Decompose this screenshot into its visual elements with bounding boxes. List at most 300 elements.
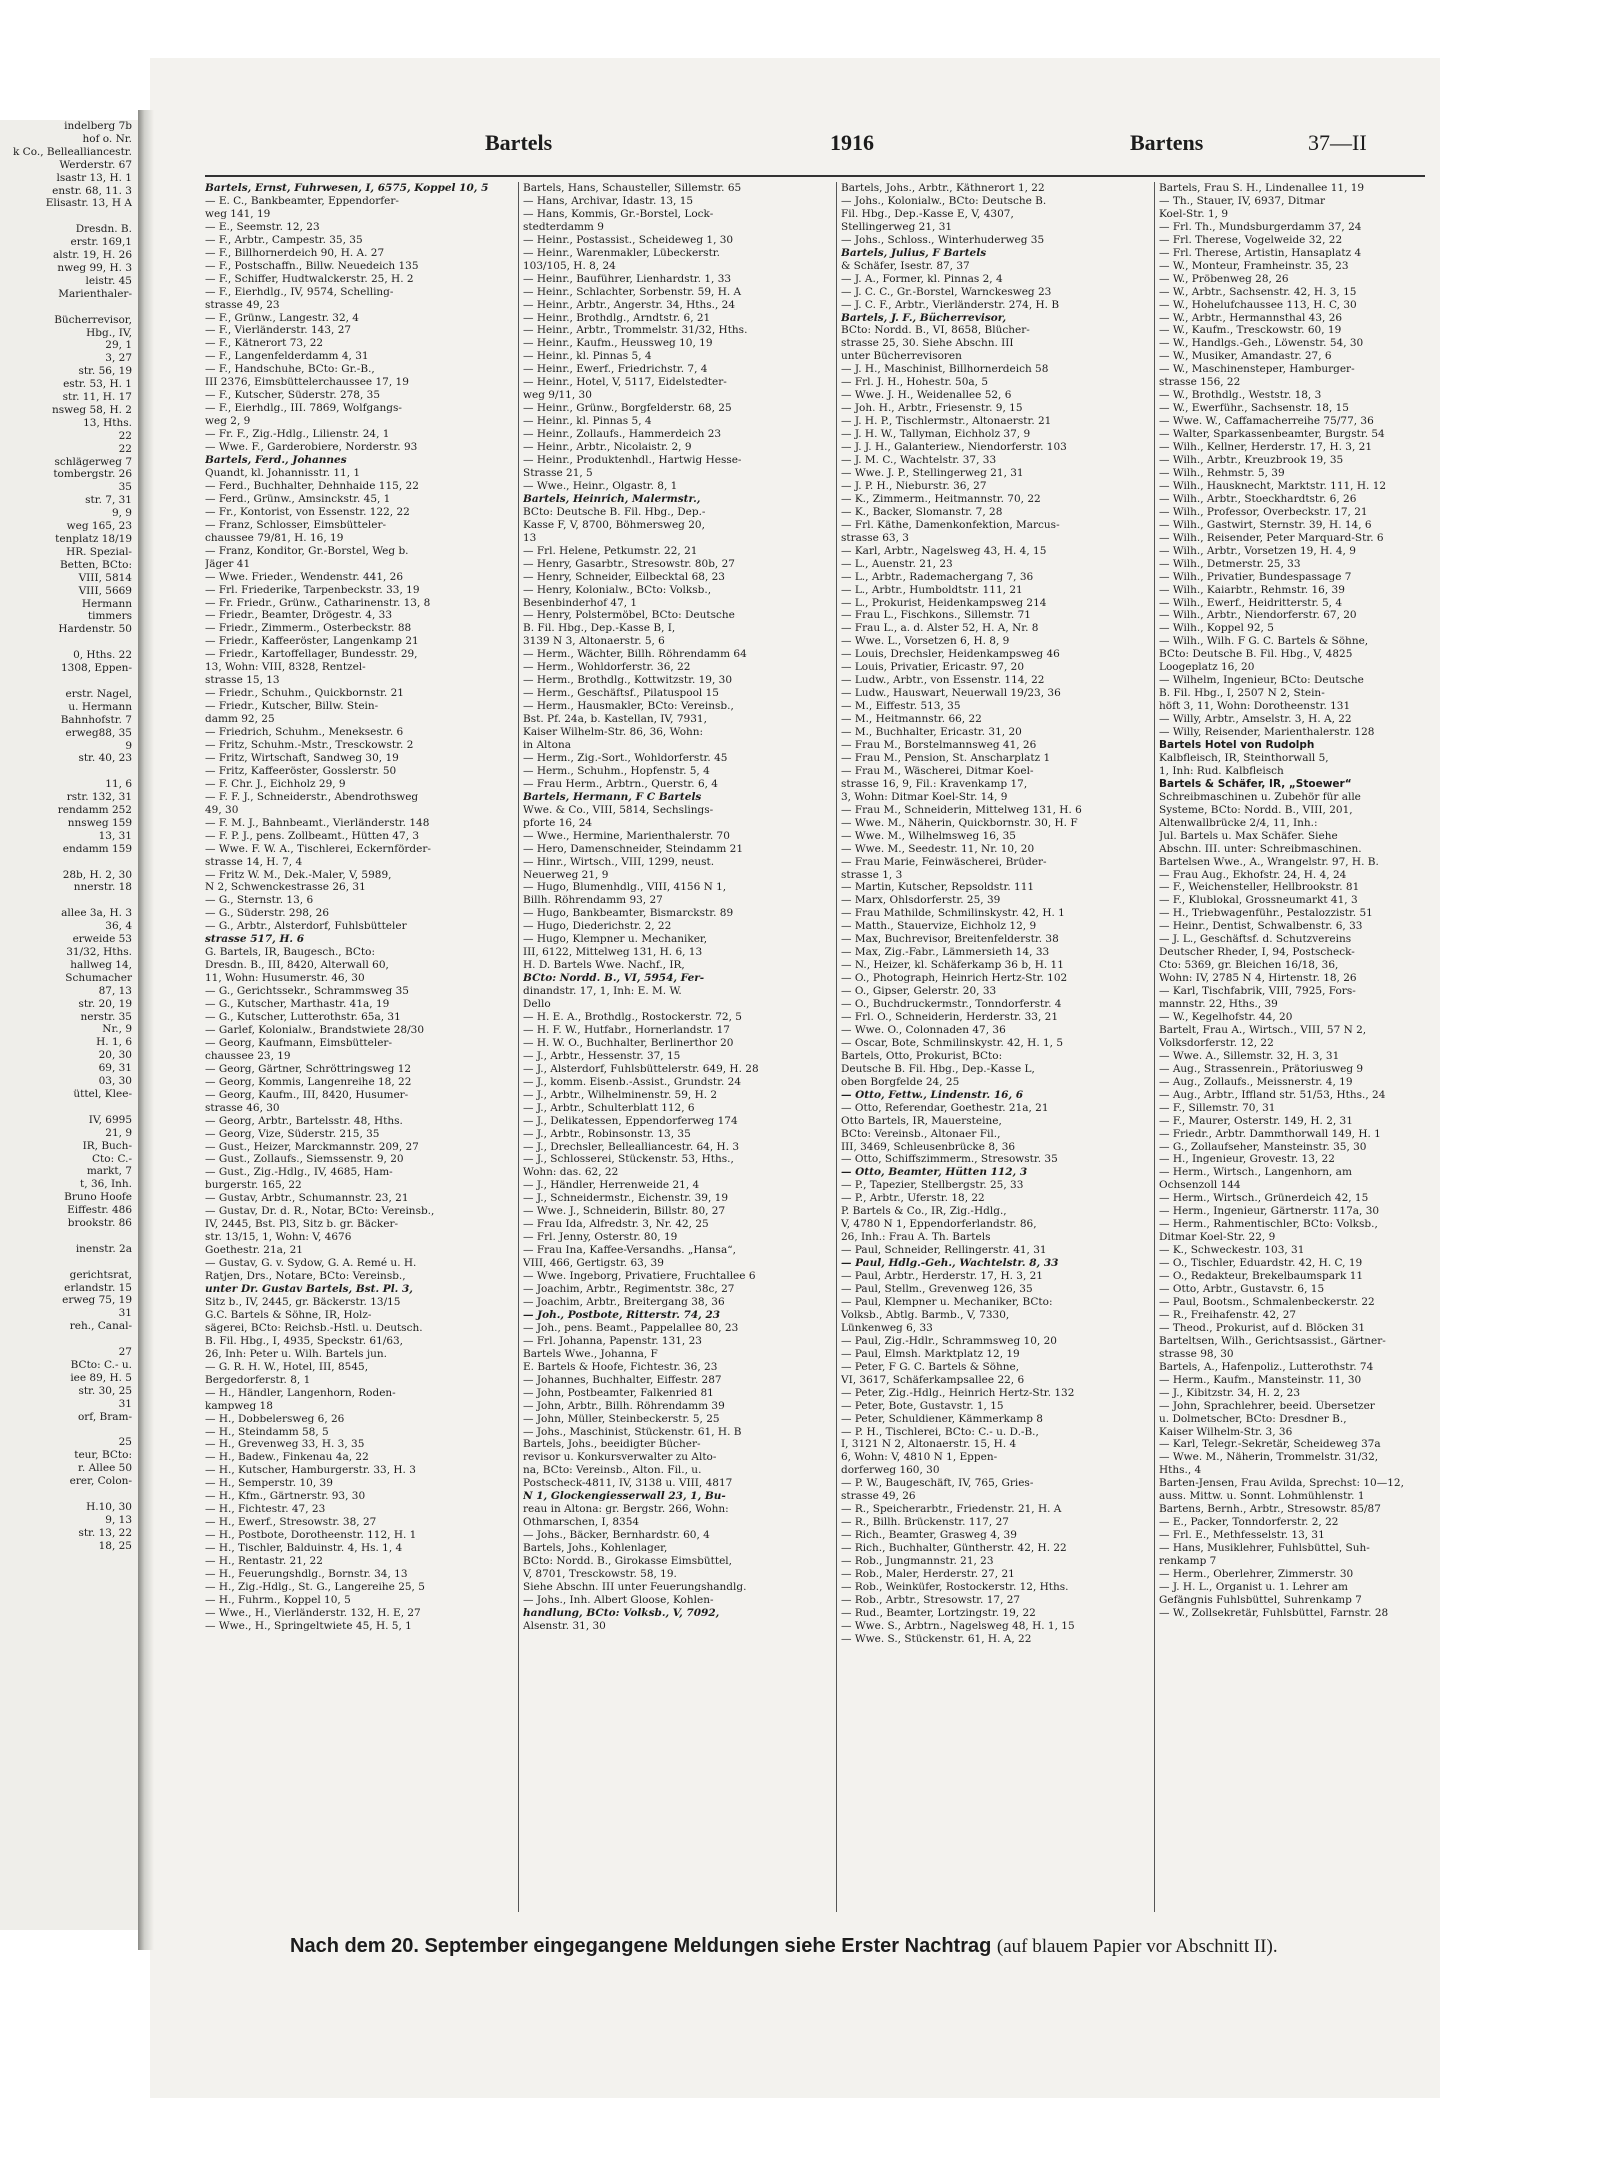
directory-entry: — Peter, Zig.-Hdlg., Heinrich Hertz-Str. 132 — [841, 1386, 1075, 1399]
directory-entry: — L., Arbtr., Rademachergang 7, 36 — [841, 570, 1034, 583]
directory-entry: — F. P. J., pens. Zollbeamt., Hütten 47, 3 — [205, 829, 420, 842]
directory-entry: sägerei, BCto: Reichsb.-Hstl. u. Deutsch. — [205, 1321, 423, 1334]
directory-entry: Neuerweg 21, 9 — [523, 868, 609, 881]
directory-entry: Kalbfleisch, IR, Steinthorwall 5, — [1159, 751, 1329, 764]
directory-entry: weg 141, 19 — [205, 207, 271, 220]
strip-line: Nr., 9 — [102, 1023, 132, 1036]
directory-entry: 49, 30 — [205, 803, 239, 816]
directory-entry: Kaiser Wilhelm-Str. 3, 36 — [1159, 1425, 1293, 1438]
strip-line: Cto: C.- — [92, 1152, 132, 1165]
directory-entry: Bst. Pf. 24a, b. Kastellan, IV, 7931, — [523, 713, 707, 726]
directory-entry: Barteltsen, Wilh., Gerichtsassist., Gärtner- — [1159, 1334, 1386, 1347]
directory-entry: — O., Gipser, Gelerstr. 20, 33 — [841, 985, 997, 998]
directory-entry: — Heinr., Bauführer, Lienhardstr. 1, 33 — [523, 272, 732, 285]
directory-entry: — Frl. Helene, Petkumstr. 22, 21 — [523, 544, 698, 557]
strip-line: Marienthaler- — [58, 287, 132, 300]
footer-sub: (auf blauem Papier vor Abschnitt II). — [996, 1936, 1278, 1957]
directory-entry: V, 4780 N 1, Eppendorferlandstr. 86, — [841, 1218, 1037, 1231]
directory-entry: — J., komm. Eisenb.-Assist., Grundstr. 24 — [523, 1075, 742, 1088]
directory-entry: Bartels, A., Hafenpoliz., Lutterothstr. 74 — [1159, 1360, 1374, 1373]
directory-entry: — Wilh., Arbtr., Niendorferstr. 67, 20 — [1159, 609, 1357, 622]
directory-entry: mannstr. 22, Hths., 39 — [1159, 998, 1278, 1011]
directory-entry: — Herm., Wirtsch., Langenhorn, am — [1159, 1166, 1352, 1179]
directory-entry: Bartels & Schäfer, IR, „Stoewer“ — [1159, 777, 1352, 790]
directory-entry: — J. C. C., Gr.-Borstel, Warnckesweg 23 — [841, 285, 1052, 298]
directory-entry: — Wwe. O., Colonnaden 47, 36 — [841, 1023, 1006, 1036]
directory-entry: — Henry, Gasarbtr., Stresowstr. 80b, 27 — [523, 557, 735, 570]
strip-line: IR, Buch- — [82, 1139, 132, 1152]
directory-entry: — E. C., Bankbeamter, Eppendorfer- — [205, 194, 399, 207]
directory-entry: — J. M. C., Wachtelstr. 37, 33 — [841, 454, 997, 467]
directory-entry: — Frl. Jenny, Osterstr. 80, 19 — [523, 1231, 678, 1244]
directory-entry: burgerstr. 165, 22 — [205, 1179, 302, 1192]
directory-entry: — J., Schneidermstr., Eichenstr. 39, 19 — [523, 1192, 729, 1205]
directory-entry: — W., Kaufm., Tresckowstr. 60, 19 — [1159, 324, 1342, 337]
strip-line: k Co., Bellealliancestr. — [12, 145, 132, 158]
directory-entry: — R., Billh. Brückenstr. 117, 27 — [841, 1516, 1009, 1529]
directory-entry: Strasse 21, 5 — [523, 466, 593, 479]
strip-line: nnsweg 159 — [67, 816, 132, 829]
strip-line — [0, 301, 138, 314]
directory-entry: Bartels, Heinrich, Malermstr., — [523, 492, 701, 505]
directory-entry: 26, Inh: Peter u. Wilh. Bartels jun. — [205, 1347, 388, 1360]
directory-entry: — Gustav, Dr. d. R., Notar, BCto: Vereinsb., — [205, 1205, 435, 1218]
directory-entry: — Frl. Friederike, Tarpenbeckstr. 33, 19 — [205, 583, 420, 596]
directory-entry: Goethestr. 21a, 21 — [205, 1244, 303, 1257]
directory-entry: — W., Handlgs.-Geh., Löwenstr. 54, 30 — [1159, 337, 1364, 350]
directory-entry: — Max, Zig.-Fabr., Lämmersieth 14, 33 — [841, 946, 1050, 959]
strip-line: iee 89, H. 5 — [70, 1371, 132, 1384]
directory-entry: in Altona — [523, 738, 571, 751]
directory-entry: — Rob., Jungmannstr. 21, 23 — [841, 1555, 994, 1568]
directory-entry: — E., Packer, Tonndorferstr. 2, 22 — [1159, 1516, 1339, 1529]
directory-entry: — Heinr., Produktenhdl., Hartwig Hesse- — [523, 454, 742, 467]
strip-line: teur, BCto: — [74, 1449, 132, 1462]
strip-line: 21, 9 — [105, 1126, 132, 1139]
directory-entry: — Aug., Strassenrein., Prätoriusweg 9 — [1159, 1062, 1364, 1075]
directory-entry: — Rob., Maler, Herderstr. 27, 21 — [841, 1567, 1015, 1580]
directory-entry: — Peter, Bote, Gustavstr. 1, 15 — [841, 1399, 1004, 1412]
strip-line: weg 165, 23 — [66, 520, 132, 533]
directory-entry: dorferweg 160, 30 — [841, 1464, 940, 1477]
directory-entry: — Fr., Kontorist, von Essenstr. 122, 22 — [205, 505, 410, 518]
directory-entry: — Frl. Johanna, Papenstr. 131, 23 — [523, 1334, 702, 1347]
previous-page-strip — [0, 120, 138, 1930]
directory-entry: — Heinr., Arbtr., Trommelstr. 31/32, Hths. — [523, 324, 748, 337]
strip-line: 28b, H. 2, 30 — [62, 868, 132, 881]
directory-entry: — Wwe. Frieder., Wendenstr. 441, 26 — [205, 570, 404, 583]
directory-entry: — Johannes, Buchhalter, Eiffestr. 287 — [523, 1373, 722, 1386]
directory-entry: — J. H., Maschinist, Billhornerdeich 58 — [841, 363, 1049, 376]
directory-entry: — Fritz, Wirtschaft, Sandweg 30, 19 — [205, 751, 399, 764]
directory-entry: — F., Eierhdlg., III. 7869, Wolfgangs- — [205, 402, 402, 415]
directory-entry: — Henry, Schneider, Eilbecktal 68, 23 — [523, 570, 725, 583]
directory-entry: — H., Badew., Finkenau 4a, 22 — [205, 1451, 369, 1464]
strip-line: erstr. Nagel, — [65, 687, 132, 700]
directory-entry: — Wilh., Detmerstr. 25, 33 — [1159, 557, 1301, 570]
directory-entry: BCto: Deutsche B. Fil. Hbg., V, 4825 — [1159, 648, 1353, 661]
directory-entry: 103/105, H. 8, 24 — [523, 259, 616, 272]
footer-notice — [290, 1935, 1470, 1958]
directory-entry: — H., Postbote, Dorotheenstr. 112, H. 1 — [205, 1529, 417, 1542]
column-4 — [1159, 182, 1456, 1912]
directory-entry: — W., Brothdlg., Weststr. 18, 3 — [1159, 389, 1322, 402]
directory-entry: — Wilh., Gastwirt, Sternstr. 39, H. 14, 6 — [1159, 518, 1372, 531]
directory-entry: — Herm., Oberlehrer, Zimmerstr. 30 — [1159, 1567, 1354, 1580]
strip-line: erweg 75, 19 — [62, 1294, 132, 1307]
directory-entry: — Johs., Inh. Albert Gloose, Kohlen- — [523, 1593, 714, 1606]
directory-entry: — F., Billhornerdeich 90, H. A. 27 — [205, 246, 385, 259]
directory-entry: Gefängnis Fuhlsbüttel, Suhrenkamp 7 — [1159, 1593, 1362, 1606]
directory-entry: stedterdamm 9 — [523, 220, 604, 233]
directory-entry: — Garlef, Kolonialw., Brandstwiete 28/30 — [205, 1023, 424, 1036]
directory-entry: — F., Eierhdlg., IV, 9574, Schelling- — [205, 285, 394, 298]
directory-entry: — Heinr., Schlachter, Sorbenstr. 59, H. A — [523, 285, 742, 298]
directory-entry: — Wwe., H., Springeltwiete 45, H. 5, 1 — [205, 1619, 412, 1632]
directory-entry: — Herm., Wächter, Billh. Röhrendamm 64 — [523, 648, 747, 661]
directory-entry: — H., Tischler, Balduinstr. 4, Hs. 1, 4 — [205, 1542, 403, 1555]
directory-entry: — Herm., Kaufm., Mansteinstr. 11, 30 — [1159, 1373, 1362, 1386]
directory-entry: — J., Arbtr., Schulterblatt 112, 6 — [523, 1101, 695, 1114]
directory-entry: — Frau Marie, Feinwäscherei, Brüder- — [841, 855, 1047, 868]
directory-entry: kampweg 18 — [205, 1399, 273, 1412]
directory-entry: Bartels, Hermann, F C Bartels — [523, 790, 702, 803]
strip-line: str. 40, 23 — [78, 752, 132, 765]
directory-entry: — K., Schweckestr. 103, 31 — [1159, 1244, 1305, 1257]
strip-line: 22 — [118, 429, 132, 442]
directory-entry: — Gust., Zig.-Hdlg., IV, 4685, Ham- — [205, 1166, 393, 1179]
directory-entry: — P. H., Tischlerei, BCto: C.- u. D.-B., — [841, 1425, 1039, 1438]
strip-line: nweg 99, H. 3 — [57, 261, 132, 274]
directory-entry: BCto: Nordd. B., VI, 5954, Fer- — [523, 972, 705, 985]
directory-entry: — Heinr., kl. Pinnas 5, 4 — [523, 350, 652, 363]
directory-entry: — Georg, Kaufm., III, 8420, Husumer- — [205, 1088, 409, 1101]
directory-entry: Stellingerweg 21, 31 — [841, 220, 953, 233]
directory-entry: — F., Kutscher, Süderstr. 278, 35 — [205, 389, 381, 402]
directory-entry: — H., Zig.-Hdlg., St. G., Langereihe 25, 5 — [205, 1580, 425, 1593]
strip-line: Schumacher — [65, 971, 132, 984]
directory-entry: — Wilh., Kellner, Herderstr. 17, H. 3, 21 — [1159, 441, 1373, 454]
directory-entry: — Frl. E., Methfesselstr. 13, 31 — [1159, 1529, 1325, 1542]
directory-entry: Bartels, Frau S. H., Lindenallee 11, 19 — [1159, 182, 1365, 194]
directory-entry: Sitz b., IV, 2445, gr. Bäckerstr. 13/15 — [205, 1295, 401, 1308]
directory-entry: — F., Kätnerort 73, 22 — [205, 337, 324, 350]
directory-entry: Dello — [523, 998, 551, 1011]
directory-entry: — Peter, Schuldiener, Kämmerkamp 8 — [841, 1412, 1043, 1425]
strip-line: 3, 27 — [105, 352, 132, 365]
directory-entry: & Schäfer, Isestr. 87, 37 — [841, 259, 970, 272]
directory-entry: — J. H. W., Tallyman, Eichholz 37, 9 — [841, 428, 1031, 441]
strip-line: timmers — [87, 610, 132, 623]
strip-line: Eiffestr. 486 — [67, 1204, 132, 1217]
directory-entry: — Wwe. M., Seedestr. 11, Nr. 10, 20 — [841, 842, 1035, 855]
directory-entry: — H., Ewerf., Stresowstr. 38, 27 — [205, 1516, 377, 1529]
directory-entry: — H., Kfm., Gärtnerstr. 93, 30 — [205, 1490, 366, 1503]
directory-entry: Bartelsen Wwe., A., Wrangelstr. 97, H. B. — [1159, 855, 1379, 868]
directory-entry: — H. E. A., Brothdlg., Rostockerstr. 72, 5 — [523, 1011, 742, 1023]
directory-entry: chaussee 23, 19 — [205, 1049, 291, 1062]
directory-entry: — J. A., Former, kl. Pinnas 2, 4 — [841, 272, 1003, 285]
directory-entry: — H., Kutscher, Hamburgerstr. 33, H. 3 — [205, 1464, 416, 1477]
directory-entry: — Wwe. A., Sillemstr. 32, H. 3, 31 — [1159, 1049, 1340, 1062]
directory-entry: — W., Arbtr., Sachsenstr. 42, H. 3, 15 — [1159, 285, 1357, 298]
directory-entry: — Karl, Telegr.-Sekretär, Scheideweg 37a — [1159, 1438, 1381, 1451]
strip-line — [0, 1333, 138, 1346]
strip-line: allee 3a, H. 3 — [61, 907, 132, 920]
strip-line: str. 7, 31 — [85, 494, 132, 507]
directory-entry: — H., Rentastr. 21, 22 — [205, 1555, 323, 1568]
directory-entry: BCto: Deutsche B. Fil. Hbg., Dep.- — [523, 505, 706, 518]
directory-entry: — Karl, Tischfabrik, VIII, 7925, Fors- — [1159, 985, 1356, 998]
directory-entry: 13 — [523, 531, 537, 544]
directory-entry: — Wwe. F. W. A., Tischlerei, Eckernförder- — [205, 842, 431, 855]
strip-line: Bücherrevisor, — [54, 313, 132, 326]
directory-entry: Quandt, kl. Johannisstr. 11, 1 — [205, 466, 361, 479]
strip-line: estr. 53, H. 1 — [63, 378, 132, 391]
directory-entry: Besenbinderhof 47, 1 — [523, 596, 638, 609]
directory-entry: — Johs., Kolonialw., BCto: Deutsche B. — [841, 194, 1047, 207]
directory-entry: — Frl. J. H., Hohestr. 50a, 5 — [841, 376, 988, 389]
directory-entry: — Wwe. S., Stückenstr. 61, H. A, 22 — [841, 1632, 1032, 1645]
directory-entry: — Willy, Reisender, Marienthalerstr. 128 — [1159, 726, 1375, 739]
strip-line: erlandstr. 15 — [64, 1281, 132, 1294]
strip-line — [0, 1230, 138, 1243]
strip-line: 03, 30 — [98, 1075, 132, 1088]
directory-entry: Cto: 5369, gr. Bleichen 16/18, 36, — [1159, 959, 1339, 972]
directory-entry: — J., Händler, Herrenweide 21, 4 — [523, 1179, 700, 1192]
directory-entry: — Hugo, Bankbeamter, Bismarckstr. 89 — [523, 907, 734, 920]
directory-entry: — Wilh., Privatier, Bundespassage 7 — [1159, 570, 1352, 583]
strip-line: 22 — [118, 442, 132, 455]
directory-entry: Bartels, Otto, Prokurist, BCto: — [841, 1049, 1003, 1062]
strip-line: H.10, 30 — [86, 1500, 132, 1513]
strip-line — [0, 765, 138, 778]
directory-entry: — Johs., Maschinist, Stückenstr. 61, H. B — [523, 1425, 742, 1438]
directory-entry: — Hugo, Blumenhdlg., VIII, 4156 N 1, — [523, 881, 727, 894]
directory-entry: BCto: Vereinsb., Altonaer Fil., — [841, 1127, 1001, 1140]
strip-line: üttel, Klee- — [73, 1087, 132, 1100]
directory-entry: — Friedr., Kaffeeröster, Langenkamp 21 — [205, 635, 419, 648]
directory-entry: — Ferd., Buchhalter, Dehnhaide 115, 22 — [205, 479, 419, 492]
directory-entry: B. Fil. Hbg., I, 4935, Speckstr. 61/63, — [205, 1334, 404, 1347]
directory-entry: VI, 3617, Schäferkampsallee 22, 6 — [841, 1373, 1025, 1386]
directory-entry: — Wilh., Rehmstr. 5, 39 — [1159, 466, 1285, 479]
directory-entry: — Ferd., Grünw., Amsinckstr. 45, 1 — [205, 492, 391, 505]
directory-entry: — F., Sillemstr. 70, 31 — [1159, 1101, 1276, 1114]
directory-entry: — P., Arbtr., Uferstr. 18, 22 — [841, 1192, 985, 1205]
strip-line: reh., Canal- — [69, 1320, 132, 1333]
strip-line: Hermann — [81, 597, 132, 610]
directory-entry: B. Fil. Hbg., Dep.-Kasse B, I, — [523, 622, 676, 635]
directory-entry: — Fritz, Schuhm.-Mstr., Tresckowstr. 2 — [205, 738, 414, 751]
directory-entry: strasse 63, 3 — [841, 531, 909, 544]
column-divider — [836, 182, 837, 1912]
directory-entry: — Fr. Friedr., Grünw., Catharinenstr. 13, 8 — [205, 596, 431, 609]
directory-entry: — Frau M., Wäscherei, Ditmar Koel- — [841, 764, 1034, 777]
directory-entry: — Wwe. J. H., Weidenallee 52, 6 — [841, 389, 1012, 402]
directory-entry: strasse 1, 3 — [841, 868, 903, 881]
directory-entry: oben Borgfelde 24, 25 — [841, 1075, 960, 1088]
strip-line: schlägerweg 7 — [54, 455, 132, 468]
strip-line: u. Hermann — [68, 700, 132, 713]
directory-entry: — Frau M., Schneiderin, Mittelweg 131, H. 6 — [841, 803, 1082, 816]
directory-entry: — F., Grünw., Langestr. 32, 4 — [205, 311, 359, 324]
directory-entry: — G., Kutscher, Lutterothstr. 65a, 31 — [205, 1011, 401, 1023]
directory-entry: — M., Heitmannstr. 66, 22 — [841, 713, 982, 726]
directory-entry: — Wwe. S., Arbtrn., Nagelsweg 48, H. 1, 15 — [841, 1619, 1075, 1632]
directory-entry: Othmarschen, I, 8354 — [523, 1516, 640, 1529]
directory-entry: — G., Arbtr., Alsterdorf, Fuhlsbütteler — [205, 920, 407, 933]
directory-entry: weg 2, 9 — [205, 415, 251, 428]
directory-entry: Volksdorferstr. 12, 22 — [1159, 1036, 1274, 1049]
directory-entry: — Hero, Damenschneider, Steindamm 21 — [523, 842, 744, 855]
column-2 — [523, 182, 820, 1912]
directory-entry: — Otto, Beamter, Hütten 112, 3 — [841, 1166, 1028, 1179]
directory-entry: — O., Tischler, Eduardstr. 42, H. C, 19 — [1159, 1257, 1363, 1270]
directory-entry: — J. H. P., Tischlermstr., Altonaerstr. 21 — [841, 415, 1052, 428]
directory-entry: P. Bartels & Co., IR, Zig.-Hdlg., — [841, 1205, 1007, 1218]
directory-entry: — Heinr., Zollaufs., Hammerdeich 23 — [523, 428, 722, 441]
directory-entry: Dresdn. B., III, 8420, Alterwall 60, — [205, 959, 389, 972]
directory-entry: renkamp 7 — [1159, 1555, 1217, 1568]
directory-entry: — Heinr., Warenmakler, Lübeckerstr. — [523, 246, 720, 259]
directory-entry: — P. W., Baugeschäft, IV, 765, Gries- — [841, 1477, 1034, 1490]
directory-entry: — Wilh., Koppel 92, 5 — [1159, 622, 1274, 635]
directory-entry: Schreibmaschinen u. Zubehör für alle — [1159, 790, 1361, 803]
page-number: 37—II — [1308, 130, 1367, 155]
directory-entry: strasse 46, 30 — [205, 1101, 280, 1114]
directory-entry: — Wwe., Hermine, Marienthalerstr. 70 — [523, 829, 730, 842]
directory-entry: — Frl. O., Schneiderin, Herderstr. 33, 21 — [841, 1011, 1058, 1023]
directory-entry: — W., Hohelufchaussee 113, H. C, 30 — [1159, 298, 1357, 311]
directory-entry: — Wwe., H., Vierländerstr. 132, H. E, 27 — [205, 1606, 421, 1619]
strip-line: str. 56, 19 — [78, 365, 132, 378]
directory-entry: — Heinr., Grünw., Borgfelderstr. 68, 25 — [523, 402, 732, 415]
directory-entry: — Walter, Sparkassenbeamter, Burgstr. 54 — [1159, 428, 1385, 441]
directory-entry: — Frl. Therese, Artistin, Hansaplatz 4 — [1159, 246, 1362, 259]
directory-entry: — Paul, Hdlg.-Geh., Wachtelstr. 8, 33 — [841, 1257, 1059, 1270]
directory-entry: Postscheck-4811, IV, 3138 u. VIII, 4817 — [523, 1477, 733, 1490]
directory-entry: — Joh. H., Arbtr., Friesenstr. 9, 15 — [841, 402, 1023, 415]
directory-entry: — W., Kegelhofstr. 44, 20 — [1159, 1011, 1293, 1023]
directory-entry: — H., Dobbelersweg 6, 26 — [205, 1412, 345, 1425]
directory-entry: — Louis, Drechsler, Heidenkampsweg 46 — [841, 648, 1060, 661]
directory-entry: Deutscher Rheder, I, 94, Postscheck- — [1159, 946, 1355, 959]
directory-entry: — Wwe. F., Garderobiere, Norderstr. 93 — [205, 441, 418, 454]
directory-entry: — J., Schlosserei, Stückenstr. 53, Hths., — [523, 1153, 734, 1166]
directory-entry: strasse 156, 22 — [1159, 376, 1241, 389]
directory-entry: Wohn: IV, 2785 N 4, Hirtenstr. 18, 26 — [1159, 972, 1357, 985]
directory-entry: — K., Zimmerm., Heitmannstr. 70, 22 — [841, 492, 1041, 505]
directory-entry: — Wwe. M., Näherin, Quickbornstr. 30, H. F — [841, 816, 1078, 829]
directory-entry: — O., Buchdruckermstr., Tonndorferstr. 4 — [841, 998, 1062, 1011]
strip-line: hof o. Nr. — [82, 132, 132, 145]
directory-entry: — Ludw., Arbtr., von Essenstr. 114, 22 — [841, 674, 1045, 687]
strip-line: erstr. 169,1 — [70, 236, 132, 249]
directory-entry: strasse 98, 30 — [1159, 1347, 1234, 1360]
strip-line: 27 — [118, 1346, 132, 1359]
strip-line: Werderstr. 67 — [59, 158, 132, 171]
directory-entry: N 2, Schwenckestrasse 26, 31 — [205, 881, 366, 894]
directory-entry: — Peter, F G. C. Bartels & Söhne, — [841, 1360, 1020, 1373]
directory-entry: höft 3, 11, Wohn: Dorotheenstr. 131 — [1159, 700, 1351, 713]
directory-entry: Bartelt, Frau A., Wirtsch., VIII, 57 N 2, — [1159, 1023, 1367, 1036]
directory-entry: — Otto, Schiffszimmerm., Stresowstr. 35 — [841, 1153, 1058, 1166]
strip-line: 87, 13 — [98, 984, 132, 997]
directory-entry: unter Bücherrevisoren — [841, 350, 962, 363]
directory-entry: — Wilh., Reisender, Peter Marquard-Str. 6 — [1159, 531, 1384, 544]
directory-entry: BCto: Nordd. B., Girokasse Eimsbüttel, — [523, 1555, 732, 1568]
directory-entry: — J., Arbtr., Wilhelminenstr. 59, H. 2 — [523, 1088, 718, 1101]
directory-entry: — Wwe. Ingeborg, Privatiere, Fruchtallee 6 — [523, 1270, 756, 1283]
strip-line: erer, Colon- — [69, 1475, 132, 1488]
strip-line: indelberg 7b — [64, 120, 132, 132]
directory-entry: strasse 25, 30. Siehe Abschn. III — [841, 337, 1014, 350]
directory-entry: — Wwe. M., Wilhelmsweg 16, 35 — [841, 829, 1016, 842]
directory-entry: Bergedorferstr. 8, 1 — [205, 1373, 311, 1386]
column-3 — [841, 182, 1138, 1912]
directory-entry: — Frl. Käthe, Damenkonfektion, Marcus- — [841, 518, 1060, 531]
directory-entry: — Heinr., Arbtr., Angerstr. 34, Hths., 24 — [523, 298, 736, 311]
directory-entry: — Friedr., Schuhm., Quickbornstr. 21 — [205, 687, 404, 700]
directory-entry: — Frau M., Pension, St. Anscharplatz 1 — [841, 751, 1051, 764]
directory-entry: — Friedr., Kutscher, Billw. Stein- — [205, 700, 379, 713]
directory-entry: — J., Drechsler, Bellealliancestr. 64, H. 3 — [523, 1140, 740, 1153]
directory-entry: I, 3121 N 2, Altonaerstr. 15, H. 4 — [841, 1438, 1017, 1451]
directory-entry: — G., Kutscher, Marthastr. 41a, 19 — [205, 998, 390, 1011]
directory-entry: strasse 517, H. 6 — [205, 933, 305, 946]
directory-entry: — H., Feuerungshdlg., Bornstr. 34, 13 — [205, 1567, 408, 1580]
directory-entry: — H., Ingenieur, Grovestr. 13, 22 — [1159, 1153, 1335, 1166]
strip-line: 11, 6 — [105, 778, 132, 791]
header-left-keyword: Bartels — [485, 130, 553, 155]
directory-entry: G.C. Bartels & Söhne, IR, Holz- — [205, 1308, 372, 1321]
directory-entry: Kasse F, V, 8700, Böhmersweg 20, — [523, 518, 705, 531]
directory-entry: — Fritz W. M., Dek.-Maler, V, 5989, — [205, 868, 392, 881]
strip-line: 1308, Eppen- — [60, 662, 132, 675]
strip-line: 20, 30 — [98, 1049, 132, 1062]
directory-entry: Volksb., Abtlg. Barmb., V, 7330, — [841, 1308, 1010, 1321]
directory-entry: Deutsche B. Fil. Hbg., Dep.-Kasse L, — [841, 1062, 1035, 1075]
directory-entry: — Wilh., Wilh. F G. C. Bartels & Söhne, — [1159, 635, 1369, 648]
directory-entry: Siehe Abschn. III unter Feuerungshandlg. — [523, 1580, 747, 1593]
directory-entry: V, 8701, Tresckowstr. 58, 19. — [523, 1567, 677, 1580]
directory-entry: — Wilh., Arbtr., Stoeckhardtstr. 6, 26 — [1159, 492, 1357, 505]
directory-entry: — Marx, Ohlsdorferstr. 25, 39 — [841, 894, 1001, 907]
strip-line: 9 — [125, 739, 132, 752]
directory-entry: — Friedr., Beamter, Drögestr. 4, 33 — [205, 609, 392, 622]
strip-line: inenstr. 2a — [75, 1242, 132, 1255]
directory-entry: — Johs., Schloss., Winterhuderweg 35 — [841, 233, 1045, 246]
strip-line: Dresdn. B. — [75, 223, 132, 236]
directory-entry: — J., Delikatessen, Eppendorferweg 174 — [523, 1114, 738, 1127]
directory-entry: Bartels, J. F., Bücherrevisor, — [841, 311, 1007, 324]
directory-entry: — G., Sternstr. 13, 6 — [205, 894, 314, 907]
directory-entry: — Henry, Polstermöbel, BCto: Deutsche — [523, 609, 735, 622]
directory-entry: — Wilh., Professor, Overbeckstr. 17, 21 — [1159, 505, 1368, 518]
directory-entry: — L., Prokurist, Heidenkampsweg 214 — [841, 596, 1047, 609]
directory-entry: — F., Maurer, Osterstr. 149, H. 2, 31 — [1159, 1114, 1353, 1127]
strip-line: rendamm 252 — [57, 804, 132, 817]
directory-entry: — Henry, Kolonialw., BCto: Volksb., — [523, 583, 712, 596]
directory-entry: Hths., 4 — [1159, 1464, 1202, 1477]
directory-entry: Bartels, Ferd., Johannes — [205, 454, 347, 467]
strip-line: Elisastr. 13, H A — [45, 197, 132, 210]
directory-entry: — H., Triebwagenführ., Pestalozzistr. 51 — [1159, 907, 1373, 920]
directory-entry: — G., Gerichtssekr., Schrammsweg 35 — [205, 985, 409, 998]
directory-entry: — Frl. Th., Mundsburgerdamm 37, 24 — [1159, 220, 1362, 233]
strip-line: rstr. 132, 31 — [66, 791, 132, 804]
